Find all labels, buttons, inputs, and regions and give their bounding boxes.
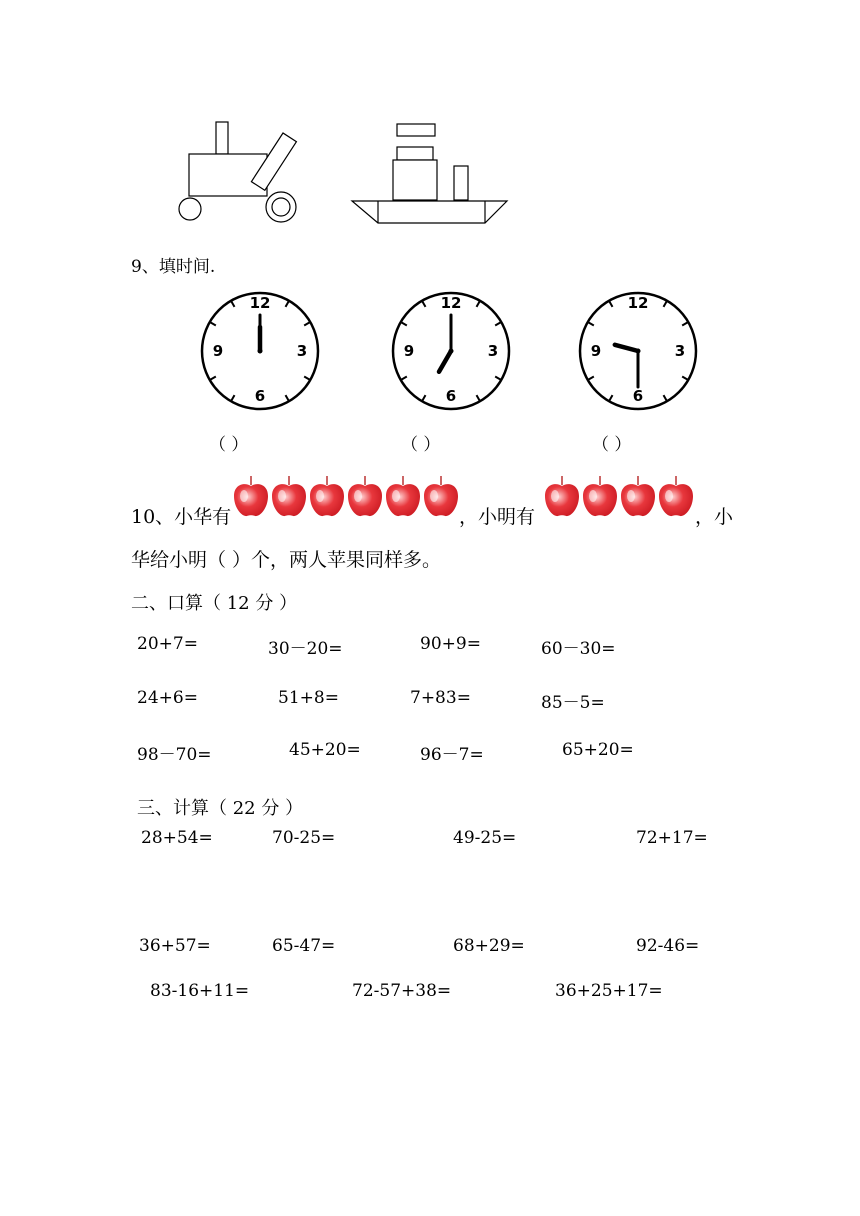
apple-icon bbox=[424, 476, 458, 516]
clock-center bbox=[449, 349, 454, 354]
apple-icon bbox=[234, 476, 268, 516]
section3-title: 三、计算（ 22 分 ） bbox=[137, 798, 304, 819]
tractor-big-wheel-inner bbox=[272, 198, 290, 216]
clock-numeral: 6 bbox=[445, 387, 457, 405]
calc-problem: 36+25+17= bbox=[555, 981, 663, 1001]
calc-problem: 65-47= bbox=[272, 936, 336, 956]
apple-icon bbox=[386, 476, 420, 516]
tractor-small-wheel bbox=[179, 198, 201, 220]
q10-suffix: ，小 bbox=[695, 506, 734, 528]
tractor-chimney bbox=[216, 122, 228, 154]
oral-problem: 45+20= bbox=[289, 740, 361, 760]
q10-line2: 华给小明（ ）个，两人苹果同样多。 bbox=[131, 549, 442, 571]
clock-answer-blank[interactable]: （ ） bbox=[592, 435, 632, 455]
apple-icon bbox=[621, 476, 655, 516]
apple-icon bbox=[348, 476, 382, 516]
clock-numeral: 12 bbox=[627, 294, 649, 312]
oral-problem: 98－70= bbox=[137, 745, 212, 765]
calc-problem: 49-25= bbox=[453, 828, 517, 848]
calc-problem: 72-57+38= bbox=[352, 981, 452, 1001]
clock-center bbox=[258, 349, 263, 354]
clock-numeral: 12 bbox=[249, 294, 271, 312]
section2-title: 二、口算（ 12 分 ） bbox=[131, 593, 298, 614]
tractor-figure bbox=[175, 115, 335, 225]
oral-problem: 96－7= bbox=[420, 745, 484, 765]
clock-numeral: 3 bbox=[487, 342, 499, 360]
calc-problem: 36+57= bbox=[139, 936, 211, 956]
ship-flag bbox=[397, 124, 435, 136]
clock-answer-blank[interactable]: （ ） bbox=[209, 435, 249, 455]
ship-top-cabin bbox=[397, 147, 433, 160]
oral-problem: 30－20= bbox=[268, 639, 343, 659]
clock-answer-blank[interactable]: （ ） bbox=[401, 435, 441, 455]
calc-problem: 28+54= bbox=[141, 828, 213, 848]
ship-cabin bbox=[393, 160, 437, 200]
ship-chimney bbox=[454, 166, 468, 200]
ship-hull bbox=[352, 201, 507, 223]
clock-center bbox=[636, 349, 641, 354]
oral-problem: 7+83= bbox=[410, 688, 471, 708]
calc-problem: 70-25= bbox=[272, 828, 336, 848]
clock-face bbox=[389, 289, 513, 413]
apple-icon bbox=[583, 476, 617, 516]
calc-problem: 92-46= bbox=[636, 936, 700, 956]
clock-numeral: 6 bbox=[254, 387, 266, 405]
apple-icon bbox=[545, 476, 579, 516]
oral-problem: 24+6= bbox=[137, 688, 198, 708]
calc-problem: 72+17= bbox=[636, 828, 708, 848]
clock-numeral: 9 bbox=[590, 342, 602, 360]
ship-figure bbox=[350, 115, 520, 225]
oral-problem: 51+8= bbox=[278, 688, 339, 708]
calc-problem: 68+29= bbox=[453, 936, 525, 956]
clock-face bbox=[198, 289, 322, 413]
clock-numeral: 9 bbox=[212, 342, 224, 360]
oral-problem: 85－5= bbox=[541, 693, 605, 713]
clock-face bbox=[576, 289, 700, 413]
q9-title: 9、填时间. bbox=[131, 257, 216, 277]
clock-numeral: 9 bbox=[403, 342, 415, 360]
calc-problem: 83-16+11= bbox=[150, 981, 250, 1001]
oral-problem: 60－30= bbox=[541, 639, 616, 659]
apple-icon bbox=[659, 476, 693, 516]
oral-problem: 20+7= bbox=[137, 634, 198, 654]
oral-problem: 65+20= bbox=[562, 740, 634, 760]
q10-prefix: 10、小华有 bbox=[131, 506, 232, 528]
xiaoming-apples bbox=[543, 474, 695, 520]
clock-numeral: 12 bbox=[440, 294, 462, 312]
clock-numeral: 3 bbox=[296, 342, 308, 360]
oral-problem: 90+9= bbox=[420, 634, 481, 654]
apple-icon bbox=[272, 476, 306, 516]
apple-icon bbox=[310, 476, 344, 516]
clock-numeral: 6 bbox=[632, 387, 644, 405]
xiaohua-apples bbox=[232, 474, 460, 520]
clock-numeral: 3 bbox=[674, 342, 686, 360]
q10-middle: ，小明有 bbox=[459, 506, 536, 528]
